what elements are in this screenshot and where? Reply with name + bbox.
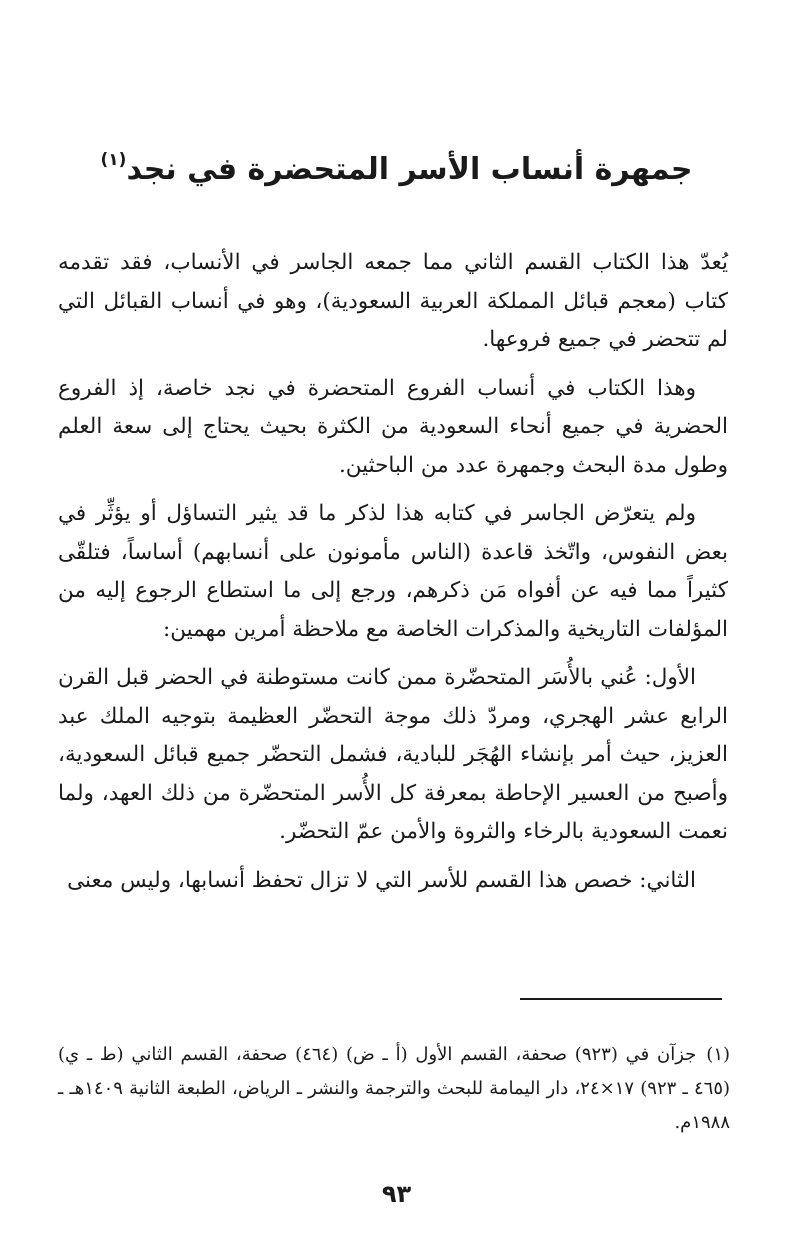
body-text bbox=[58, 244, 728, 910]
paragraph-scope: وهذا الكتاب في أنساب الفروع المتحضرة في نجد خاصة، إذ الفروع الحضرية في جميع أنحاء السعودية من الكثرة بحيث يحتاج إلى سعة العلم وطول مدة البحث وجمهرة عدد من الباحثين. bbox=[58, 375, 728, 478]
footnote-text: جزآن في (٩٢٣) صحفة، القسم الأول (أ ـ ض) (٤٦٤) صحفة، القسم الثاني (ط ـ ي) (٤٦٥ ـ ٩٢٣) ١٧×٢٤، دار اليمامة للبحث والترجمة والنشر ـ الرياض، الطبعة الثانية ١٤٠٩هـ ـ ١٩٨٨م. bbox=[58, 1044, 731, 1133]
paragraph-method: ولم يتعرّض الجاسر في كتابه هذا لذكر ما قد يثير التساؤل أو يؤثِّر في بعض النفوس، واتّخذ قاعدة (الناس مأمونون على أنسابهم) أساساً، فتلقّى كثيراً مما فيه عن أفواه مَن ذكرهم، ورجع إلى ما استطاع الرجوع إليه من المؤلفات التاريخية والمذكرات الخاصة مع ملاحظة أمرين مهمين: bbox=[58, 501, 728, 642]
page-number: ٩٣ bbox=[381, 1180, 412, 1208]
page-title bbox=[0, 140, 793, 190]
footnote-marker: (١) bbox=[706, 1044, 731, 1065]
footnote-separator bbox=[520, 998, 722, 1000]
paragraph-first-point: الأول: عُني بالأُسَر المتحضّرة ممن كانت مستوطنة في الحضر قبل القرن الرابع عشر الهجري، ومردّ ذلك موجة التحضّر العظيمة بتوجيه الملك عبد العزيز، حيث أمر بإنشاء الهُجَر للبادية، فشمل التحضّر جميع قبائل السعودية، وأصبح من العسير الإحاطة بمعرفة كل الأُسر المتحضّرة من ذلك العهد، ولما نعمت السعودية بالرخاء والثروة والأمن عمّ التحضّر. bbox=[58, 665, 728, 844]
paragraph-second-point: الثاني: خصص هذا القسم للأسر التي لا تزال تحفظ أنسابها، وليس معنى bbox=[67, 867, 696, 893]
title-footnote-reference: (١) bbox=[100, 150, 127, 170]
footnote bbox=[58, 1038, 730, 1140]
paragraph-introduction: يُعدّ هذا الكتاب القسم الثاني مما جمعه الجاسر في الأنساب، فقد تقدمه كتاب (معجم قبائل المملكة العربية السعودية)، وهو في أنساب القبائل التي لم تتحضر في جميع فروعها. bbox=[58, 250, 728, 352]
page-title-text: جمهرة أنساب الأسر المتحضرة في نجد bbox=[126, 152, 693, 187]
